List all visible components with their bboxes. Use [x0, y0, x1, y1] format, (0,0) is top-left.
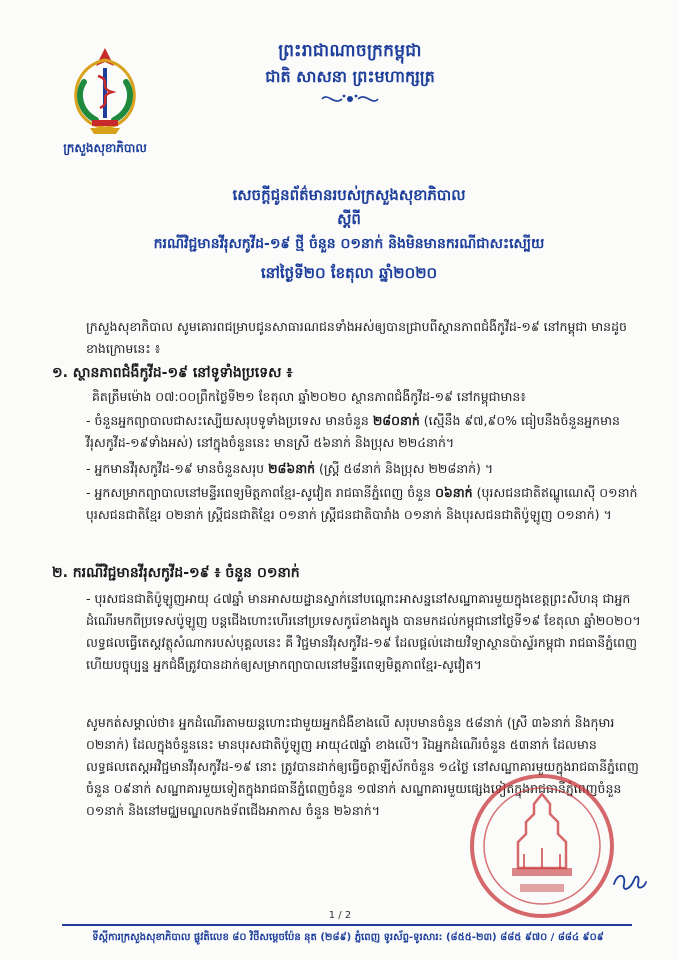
official-red-seal	[468, 772, 616, 920]
release-date: នៅថ្ងៃទី២០ ខែតុលា ឆ្នាំ២០២០	[260, 264, 438, 282]
handwritten-signature	[610, 866, 650, 898]
bullet-text: - ចំនួនអ្នកព្យាបាលជាសះស្បើយសរុបទូទាំងប្រទេស មានចំនួន	[86, 413, 373, 428]
footer-divider	[62, 924, 632, 926]
ministry-name: ក្រសួងសុខាភិបាល	[63, 141, 147, 155]
bullet-text: (ស្មើនឹង ៩៧,៩០% ធៀបនឹងចំនួនអ្នកមានវីរុសកូវីដ-១៩ទាំងអស់) នៅក្នុងចំនួននេះ មានស្រី ៥៦នាក់ និងប្រុស ២២៤នាក់។	[86, 413, 620, 450]
release-case-line: ករណីវិជ្ជមានវីរុសកូវីដ-១៩ ថ្មី ចំនួន ០១នាក់ និងមិនមានករណីជាសះស្បើយ	[153, 236, 545, 252]
section-1-bullet-total	[86, 458, 644, 480]
bullet-text: (បុរសជនជាតិឥណ្ឌូណេស៊ី ០១នាក់ បុរសជនជាតិខ្មែរ ០២នាក់ ស្ត្រីជនជាតិខ្មែរ ០១នាក់ ស្ត្រីជនជាតិបារាំង ០១នាក់ និងបុរសជនជាតិប៉ូឡូញ ០១នាក់) ។	[86, 485, 638, 522]
bullet-text: (ស្ត្រី ៥៨នាក់ និងប្រុស ២២៨នាក់) ។	[315, 461, 494, 476]
recovered-count: ២៨០នាក់	[372, 413, 420, 428]
ministry-emblem-logo	[62, 42, 148, 138]
release-title: សេចក្តីជូនព័ត៌មានរបស់ក្រសួងសុខាភិបាល	[232, 186, 466, 204]
section-1-heading: ១. ស្ថានភាពជំងឺកូវីដ-១៩ នៅទូទាំងប្រទេស ៖	[52, 365, 293, 381]
decorative-flourish-icon	[318, 90, 382, 108]
page-number: 1 / 2	[328, 910, 352, 921]
intro-paragraph: ក្រសួងសុខាភិបាល សូមគោរពជម្រាបជូនសាធារណជនទាំងអស់ឲ្យបានជ្រាបពីស្ថានភាពជំងឺកូវីដ-១៩ នៅកម្ពុជា មានដូចខាងក្រោមនេះ ៖	[86, 319, 627, 356]
section-2-paragraph-case: - បុរសជនជាតិប៉ូឡូញអាយុ ៤៧ឆ្នាំ មានអាសយដ្ឋានស្នាក់នៅបណ្តោះអាសន្ននៅសណ្ឋាគារមួយក្នុងខេត្តព្រះសីហនុ ជាអ្នកដំណើរមកពីប្រទេសប៉ូឡូញ បន្តជើងហោះហើរនៅប្រទេសកូរ៉េខាងត្បូង បានមកដល់កម្ពុជានៅថ្ងៃទី១៩ ខែតុលា ឆ្នាំ២០២០។ លទ្ធផលធ្វើតេស្តវត្ថុសំណាករបស់បុគ្គលនេះ គឺ វិជ្ជមានវីរុសកូវីដ-១៩ ដែលផ្តល់ដោយវិទ្យាស្ថានប៉ាស្ទ័រកម្ពុជា រាជធានីភ្នំពេញ ហើយបច្ចុប្បន្ន អ្នកជំងឺត្រូវបានដាក់ឲ្យសម្រាកព្យាបាលនៅមន្ទីរពេទ្យមិត្តភាពខ្មែរ-សូវៀត។	[86, 591, 641, 672]
section-2-heading: ២. ករណីវិជ្ជមានវីរុសកូវីដ-១៩ ៖ ចំនួន ០១នាក់	[52, 565, 300, 581]
bullet-text: - អ្នកមានវីរុសកូវីដ-១៩ មានចំនួនសរុប	[86, 461, 269, 476]
hospitalized-count: ០៦នាក់	[435, 485, 473, 500]
national-motto: ជាតិ សាសនា ព្រះមហាក្សត្រ	[265, 67, 435, 86]
section-2-paragraph-note: សូមកត់សម្គាល់ថា៖ អ្នកដំណើរតាមយន្តហោះជាមួយអ្នកជំងឺខាងលើ សរុបមានចំនួន ៥៨នាក់ (ស្រី ៣៦នាក់ និងកុមារ ០២នាក់) ដែលក្នុងចំនួននេះ មានបុរសជាតិប៉ូឡូញ អាយុ៤៧ឆ្នាំ ខាងលើ។ រីឯអ្នកដំណើរចំនួន ៥៣នាក់ ដែលមានលទ្ធផលតេស្តអវិជ្ជមានវីរុសកូវីដ-១៩ នោះ ត្រូវបានដាក់ឲ្យធ្វើចត្តាឡីស័កចំនួន ១៤ថ្ងៃ នៅសណ្ឋាគារមួយក្នុងរាជធានីភ្នំពេញចំនួន ០៩នាក់ សណ្ឋាគារមួយទៀតក្នុងរាជធានីភ្នំពេញចំនួន ១៧នាក់ សណ្ឋាគារមួយផ្សេងទៀតក្នុងរាជធានីភ្នំពេញចំនួន ០១នាក់ និងនៅមជ្ឈមណ្ឌលកងទ័ពជើងអាកាស ចំនួន ២៦នាក់។	[86, 715, 639, 818]
section-1-bullet-hospitalized	[86, 482, 644, 526]
bullet-text: - អ្នកសម្រាកព្យាបាលនៅមន្ទីរពេទ្យមិត្តភាពខ្មែរ-សូវៀត រាជធានីភ្នំពេញ ចំនួន	[86, 485, 436, 500]
section-1-bullet-recovered	[86, 410, 644, 454]
section-1-time: គិតត្រឹមម៉ោង ០៧:០០ព្រឹកថ្ងៃទី២១ ខែតុលា ឆ្នាំ២០២០ ស្ថានភាពជំងឺកូវីដ-១៩ នៅកម្ពុជាមាន៖	[92, 389, 526, 404]
kingdom-title: ព្រះរាជាណាចក្រកម្ពុជា	[278, 41, 422, 61]
release-subject: ស្តីពី	[337, 210, 361, 228]
total-cases-count: ២៨៦នាក់	[268, 461, 316, 476]
footer-address: ទីស្តីការក្រសួងសុខាភិបាល ផ្លូវតិលេខ ៨០ វិថីសម្តេចប៉ែន នុត (២៨៩) ភ្នំពេញ ទូរស័ព្ទ-ទូរសារ: (៨៥៥-២៣) ៨៨៥ ៩៧០ / ៨៨៤ ៩០៩	[92, 932, 604, 943]
